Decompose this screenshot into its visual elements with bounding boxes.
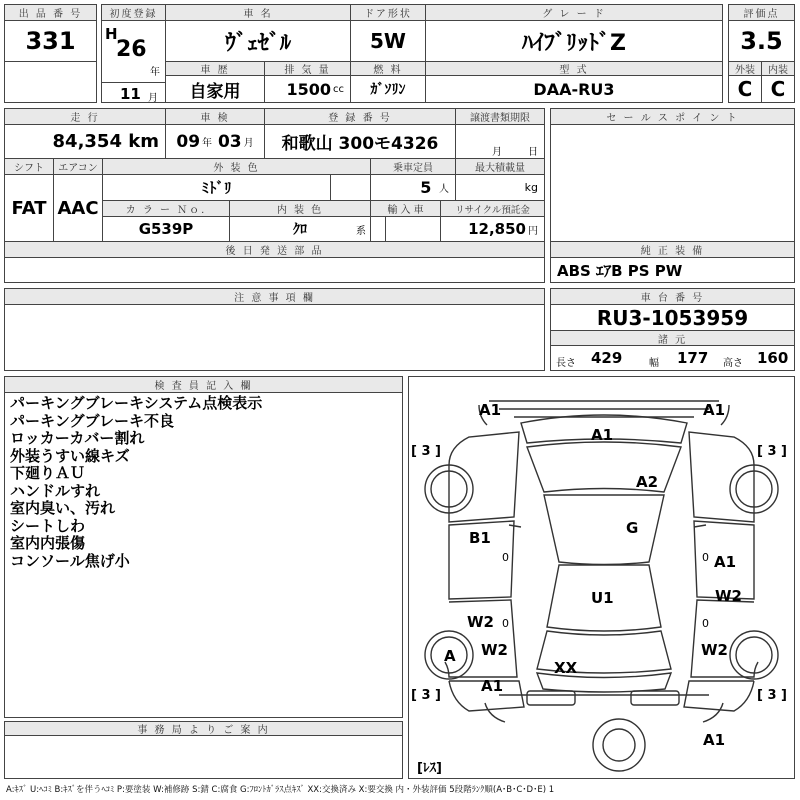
inspection-date: 09 年 03 月 <box>165 124 265 159</box>
zero-mark: 0 <box>702 551 709 564</box>
length: 429 <box>591 349 623 367</box>
ext-color-blank <box>330 174 371 201</box>
genuine-equipment: ABS ｴｱB PS PW <box>550 257 795 283</box>
legend: A:ｷｽﾞ U:ﾍｺﾐ B:ｷｽﾞを伴うﾍｺﾐ P:要塗装 W:補修跡 S:錆 C:腐食 G:ﾌﾛﾝﾄｶﾞﾗｽ点ｷｽﾞ XX:交換済み X:要交換 内・外装評価 5段階ﾗﾝｸ順(A･B･C･D･E) 1 <box>6 785 555 795</box>
tire-tread-rear-right: [ 3 ] <box>757 688 787 703</box>
inspection-label: 車 検 <box>165 108 265 125</box>
damage-front-right-bumper: A1 <box>703 401 726 419</box>
grade-label: グ レ ー ド <box>425 4 723 21</box>
office-label: 事 務 局 よ り ご 案 内 <box>4 721 403 736</box>
history: 自家用 <box>165 75 265 103</box>
office-body <box>4 735 403 779</box>
note-line: ロッカーカバー割れ <box>10 429 145 447</box>
later-parts-label: 後 日 発 送 部 品 <box>4 241 545 258</box>
int-color: ｸﾛ 系 <box>229 216 371 242</box>
score-label: 評価点 <box>728 4 795 21</box>
reg-year: 26 <box>116 37 147 62</box>
fuel-label: 燃 料 <box>350 61 426 76</box>
roof-line <box>544 495 664 565</box>
note-line: シートしわ <box>10 516 86 535</box>
inspector-label: 検 査 員 記 入 欄 <box>4 376 403 393</box>
car-diagram-svg <box>409 377 794 778</box>
air-conditioner: AAC <box>53 174 103 242</box>
fuel: ｶﾞｿﾘﾝ <box>350 75 426 103</box>
shift-label: シフト <box>4 158 54 175</box>
mileage: 84,354 km <box>4 124 166 159</box>
later-parts-body <box>4 257 545 283</box>
int-color-label: 内 装 色 <box>229 200 371 217</box>
inspector-notes <box>4 392 403 718</box>
left-front-fender <box>449 432 519 522</box>
int-grade-label: 内装 <box>761 61 795 76</box>
mileage-label: 走 行 <box>4 108 166 125</box>
sales-point-body <box>550 124 795 242</box>
zero-mark: 0 <box>502 551 509 564</box>
displacement: 1500 cc <box>264 75 351 103</box>
ac-label: エアコン <box>53 158 103 175</box>
transfer-label: 譲渡書類期限 <box>455 108 545 125</box>
genuine-label: 純 正 装 備 <box>550 241 795 258</box>
damage-windshield: A2 <box>636 473 659 491</box>
damage-roof: G <box>626 519 639 537</box>
note-line: 下廻りＡＵ <box>10 464 86 482</box>
zero-mark: 0 <box>702 617 709 630</box>
reg-year-unit: 年 <box>150 67 160 78</box>
tire-tread-front-right: [ 3 ] <box>757 444 787 459</box>
color-number: G539P <box>102 216 230 242</box>
ext-grade: C <box>728 75 762 103</box>
height: 160 <box>757 349 789 367</box>
plate-number: 和歌山 300モ4326 <box>264 124 456 159</box>
ext-grade-label: 外装 <box>728 61 762 76</box>
specs-body: 長さ 429 幅 177 高さ 160 <box>550 345 795 371</box>
damage-rear-hatch: XX <box>554 659 578 677</box>
lot-label: 出 品 番 号 <box>4 4 97 21</box>
damage-right-rear-quarter: W2 <box>701 641 728 659</box>
damage-left-rear-wheel: A <box>444 647 456 665</box>
door-label: ドア形状 <box>350 4 426 21</box>
car-name-label: 車 名 <box>165 4 351 21</box>
spare-tire <box>593 719 645 771</box>
lot-blank <box>4 61 97 103</box>
width: 177 <box>677 349 709 367</box>
displacement-label: 排 気 量 <box>264 61 351 76</box>
damage-front-left-bumper: A1 <box>479 401 502 419</box>
int-grade: C <box>761 75 795 103</box>
car-diagram <box>408 376 795 779</box>
damage-left-rear-door: W2 <box>467 613 494 631</box>
max-load: kg <box>455 174 545 201</box>
capacity-label: 乗車定員 <box>370 158 456 175</box>
first-reg-month: 11 月 <box>101 82 166 103</box>
chassis-number: RU3-1053959 <box>550 304 795 331</box>
note-line: 室内内張傷 <box>10 534 86 552</box>
front-bumper-line <box>479 401 729 425</box>
note-line: コンソール焦げ小 <box>10 551 130 570</box>
era: H <box>105 25 118 43</box>
chassis-label: 車 台 番 号 <box>550 288 795 305</box>
spare-tire-note: [ﾚｽ] <box>417 761 442 776</box>
zero-mark: 0 <box>502 617 509 630</box>
model-code: DAA-RU3 <box>425 75 723 103</box>
lot-number: 331 <box>4 20 97 62</box>
import-label: 輸 入 車 <box>370 200 441 217</box>
import-cell-a <box>370 216 386 242</box>
specs-label: 諸 元 <box>550 330 795 346</box>
right-rear-quarter <box>684 681 754 711</box>
plate-label: 登 録 番 号 <box>264 108 456 125</box>
shift: FAT <box>4 174 54 242</box>
tire-tread-front-left: [ 3 ] <box>411 444 441 459</box>
sales-point-label: セ ー ル ス ポ イ ン ト <box>550 108 795 125</box>
door-type: 5W <box>350 20 426 62</box>
damage-rear-left-bumper: A1 <box>481 677 504 695</box>
recycle-deposit: 12,850 円 <box>440 216 545 242</box>
car-name: ｳﾞｪｾﾞﾙ <box>165 20 351 62</box>
model-label: 型 式 <box>425 61 723 76</box>
color-no-label: カ ラ ー Ｎｏ. <box>102 200 230 217</box>
damage-left-rear-quarter: W2 <box>481 641 508 659</box>
caution-label: 注 意 事 項 欄 <box>4 288 545 305</box>
tire-tread-rear-left: [ 3 ] <box>411 688 441 703</box>
first-reg-cell <box>101 20 166 83</box>
damage-right-front-door: A1 <box>714 553 737 571</box>
history-label: 車 歴 <box>165 61 265 76</box>
note-line: 室内臭い、汚れ <box>10 499 116 517</box>
score: 3.5 <box>728 20 795 62</box>
damage-hood: A1 <box>591 426 614 444</box>
ext-color-label: 外 装 色 <box>102 158 371 175</box>
right-front-fender <box>689 432 754 522</box>
note-line: パーキングブレーキ不良 <box>10 411 174 430</box>
rear-bumper-line <box>485 695 723 722</box>
note-line: 外装うすい線キズ <box>10 446 130 465</box>
ext-color: ﾐﾄﾞﾘ <box>102 174 331 201</box>
damage-center: U1 <box>591 589 614 607</box>
damage-left-front-door: B1 <box>469 529 491 547</box>
note-line: パーキングブレーキシステム点検表示 <box>10 394 263 412</box>
grade: ﾊｲﾌﾞﾘｯﾄﾞZ <box>425 20 723 62</box>
import-cell-b <box>385 216 441 242</box>
transfer-deadline: 月 日 <box>455 124 545 159</box>
damage-right-rear-door: W2 <box>715 587 742 605</box>
first-reg-label: 初度登録 <box>101 4 166 21</box>
caution-body <box>4 304 545 371</box>
capacity: 5 人 <box>370 174 456 201</box>
load-label: 最大積載量 <box>455 158 545 175</box>
note-line: ハンドルすれ <box>10 481 101 500</box>
recycle-label: リサイクル預託金 <box>440 200 545 217</box>
damage-rear-right-bumper: A1 <box>703 731 726 749</box>
